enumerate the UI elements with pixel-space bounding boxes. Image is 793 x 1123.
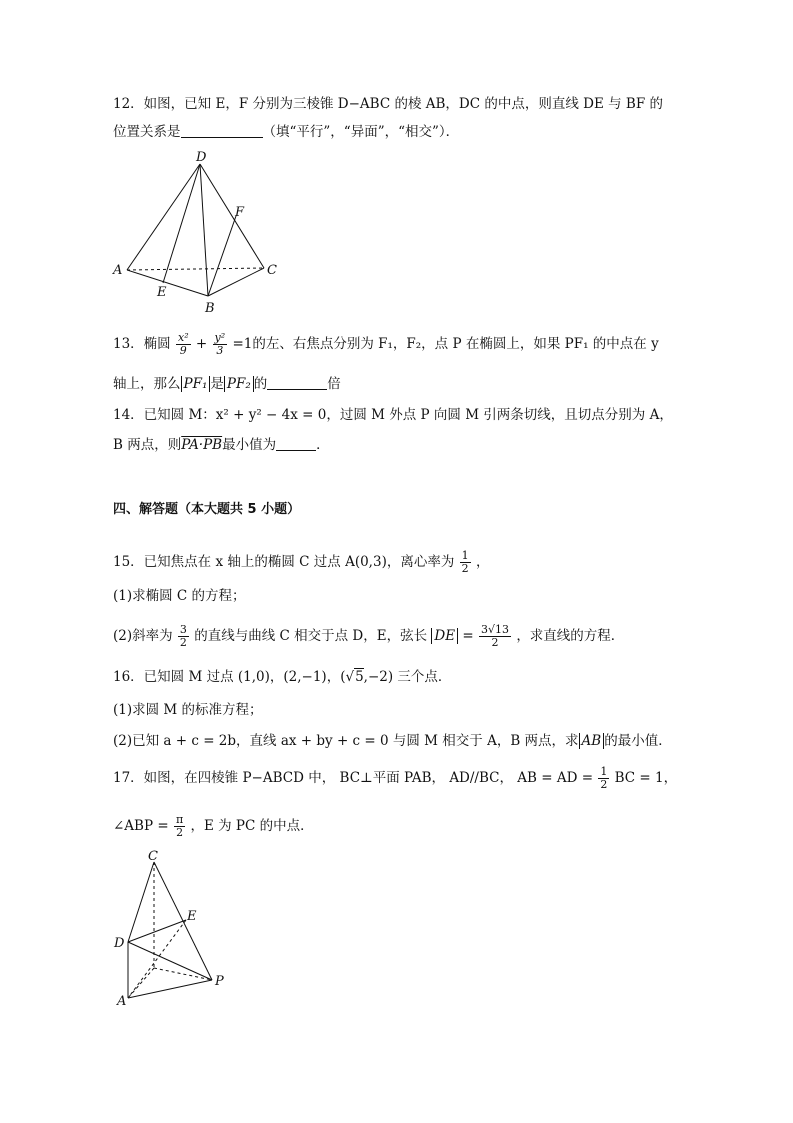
q15-text2d: ，求直线的方程． [516, 628, 625, 644]
q16-sqrt-sign: √ [345, 669, 355, 685]
q15-text2b: 的直线与曲线 C 相交于点 D，E，弦长 [194, 628, 428, 644]
q17-text1a: 17．如图，在四棱锥 P−ABCD 中， BC⊥平面 PAB， AD//BC， AB = AD = [113, 770, 594, 786]
q12-text2b: （填“平行”，“异面”，“相交”）． [262, 124, 460, 140]
q17-label-d: D [114, 936, 125, 951]
q17-line1 [113, 766, 677, 791]
q13-abs-pf2: PF₂ [224, 376, 254, 392]
q12-line1 [113, 94, 663, 114]
q13-prefix: 13．椭圆 [113, 336, 171, 352]
q17-text2a: ∠ABP = [113, 818, 169, 834]
q14-line2 [113, 435, 330, 455]
q13-abs-pf1: PF₁ [181, 376, 211, 392]
q15-text1a: 15．已知焦点在 x 轴上的椭圆 C 过点 A(0,3)，离心率为 [113, 554, 455, 570]
q16-text1a: 16．已知圆 M 过点 (1,0)，(2,−1)，( [113, 669, 346, 685]
q17-text2b: ，E 为 PC 的中点． [190, 818, 314, 834]
q15-abs-de: DE [431, 628, 458, 644]
q17-label-p: P [215, 974, 224, 989]
q17-line2 [113, 814, 314, 839]
q12-label-d: D [196, 150, 207, 165]
q17-pyramid-figure [108, 848, 238, 1018]
q16-text2a: (2)已知 a + c = 2b，直线 ax + by + c = 0 与圆 M 相交于 A，B 两点，求 [113, 733, 579, 749]
q13-frac-y: $\frac{\text{y²}}{3}$ [214, 331, 226, 357]
q16-part1: (1)求圆 M 的标准方程； [113, 702, 263, 718]
q14-text2b: 最小值为 [222, 437, 277, 453]
q14-line1 [113, 405, 673, 425]
q17-frac-pi: $\frac{\pi}{2}$ [175, 813, 184, 839]
q12-line2 [113, 122, 459, 142]
q13-eq-rest: =1的左、右焦点分别为 F₁，F₂，点 P 在椭圆上，如果 PF₁ 的中点在 y [232, 336, 659, 352]
q16-text1b: ,−2) 三个点． [363, 669, 452, 685]
q15-text1b: ， [475, 554, 490, 570]
q17-label-e: E [187, 909, 197, 924]
q14-text1: 14．已知圆 M：x² + y² − 4x = 0，过圆 M 外点 P 向圆 M 引两条切线，且切点分别为 A， [113, 407, 673, 423]
q12-text1: 12．如图，已知 E，F 分别为三棱锥 D−ABC 的棱 AB，DC 的中点，则直线 DE 与 BF 的 [113, 96, 663, 112]
q17-text1b: BC = 1， [614, 770, 678, 786]
q13-text2d: 倍 [327, 376, 341, 392]
q15-text2c: = [462, 628, 474, 644]
q14-vector-product: PA·PB [181, 437, 223, 453]
q16-text2b: 的最小值． [604, 733, 672, 749]
q17-label-a: A [117, 994, 127, 1009]
section-heading: 四、解答题（本大题共 5 小题） [113, 502, 301, 517]
q16-sqrt5: 5 [355, 669, 364, 685]
q16-line1 [113, 667, 451, 687]
q12-text2a: 位置关系是 [113, 124, 181, 140]
q12-pyramid-figure [110, 148, 290, 318]
q15-text2a: (2)斜率为 [113, 628, 173, 644]
q13-line1 [113, 332, 659, 357]
q12-label-a: A [113, 263, 123, 278]
q15-frac-e: $\frac{1}{2}$ [461, 549, 469, 575]
q13-text2b: 是 [210, 376, 224, 392]
q13-plus: + [195, 336, 208, 352]
q17-label-c: C [148, 849, 158, 864]
q12-label-b: B [205, 301, 215, 316]
q15-part2 [113, 624, 624, 649]
q13-answer-blank[interactable] [267, 375, 327, 390]
q15-frac-len: $\frac{3√13}{2}$ [481, 623, 510, 649]
q15-frac-k: $\frac{3}{2}$ [179, 623, 187, 649]
q14-text2a: B 两点，则 [113, 437, 182, 453]
q12-label-f: F [235, 205, 245, 220]
q13-frac-x: $\frac{\text{x²}}{9}$ [177, 331, 189, 357]
q15-part1: (1)求椭圆 C 的方程； [113, 588, 246, 604]
q16-abs-ab: AB [579, 733, 605, 749]
q14-text2c: ． [316, 437, 330, 453]
q13-line2 [113, 374, 341, 394]
q15-line1 [113, 550, 489, 575]
q12-label-e: E [157, 285, 167, 300]
q17-frac-half: $\frac{1}{2}$ [600, 765, 608, 791]
q13-text2c: 的 [253, 376, 268, 392]
q13-text2a: 轴上，那么 [113, 376, 181, 392]
q14-answer-blank[interactable] [276, 436, 316, 451]
q12-label-c: C [267, 263, 277, 278]
q16-part2 [113, 731, 672, 751]
q12-answer-blank[interactable] [181, 123, 263, 138]
